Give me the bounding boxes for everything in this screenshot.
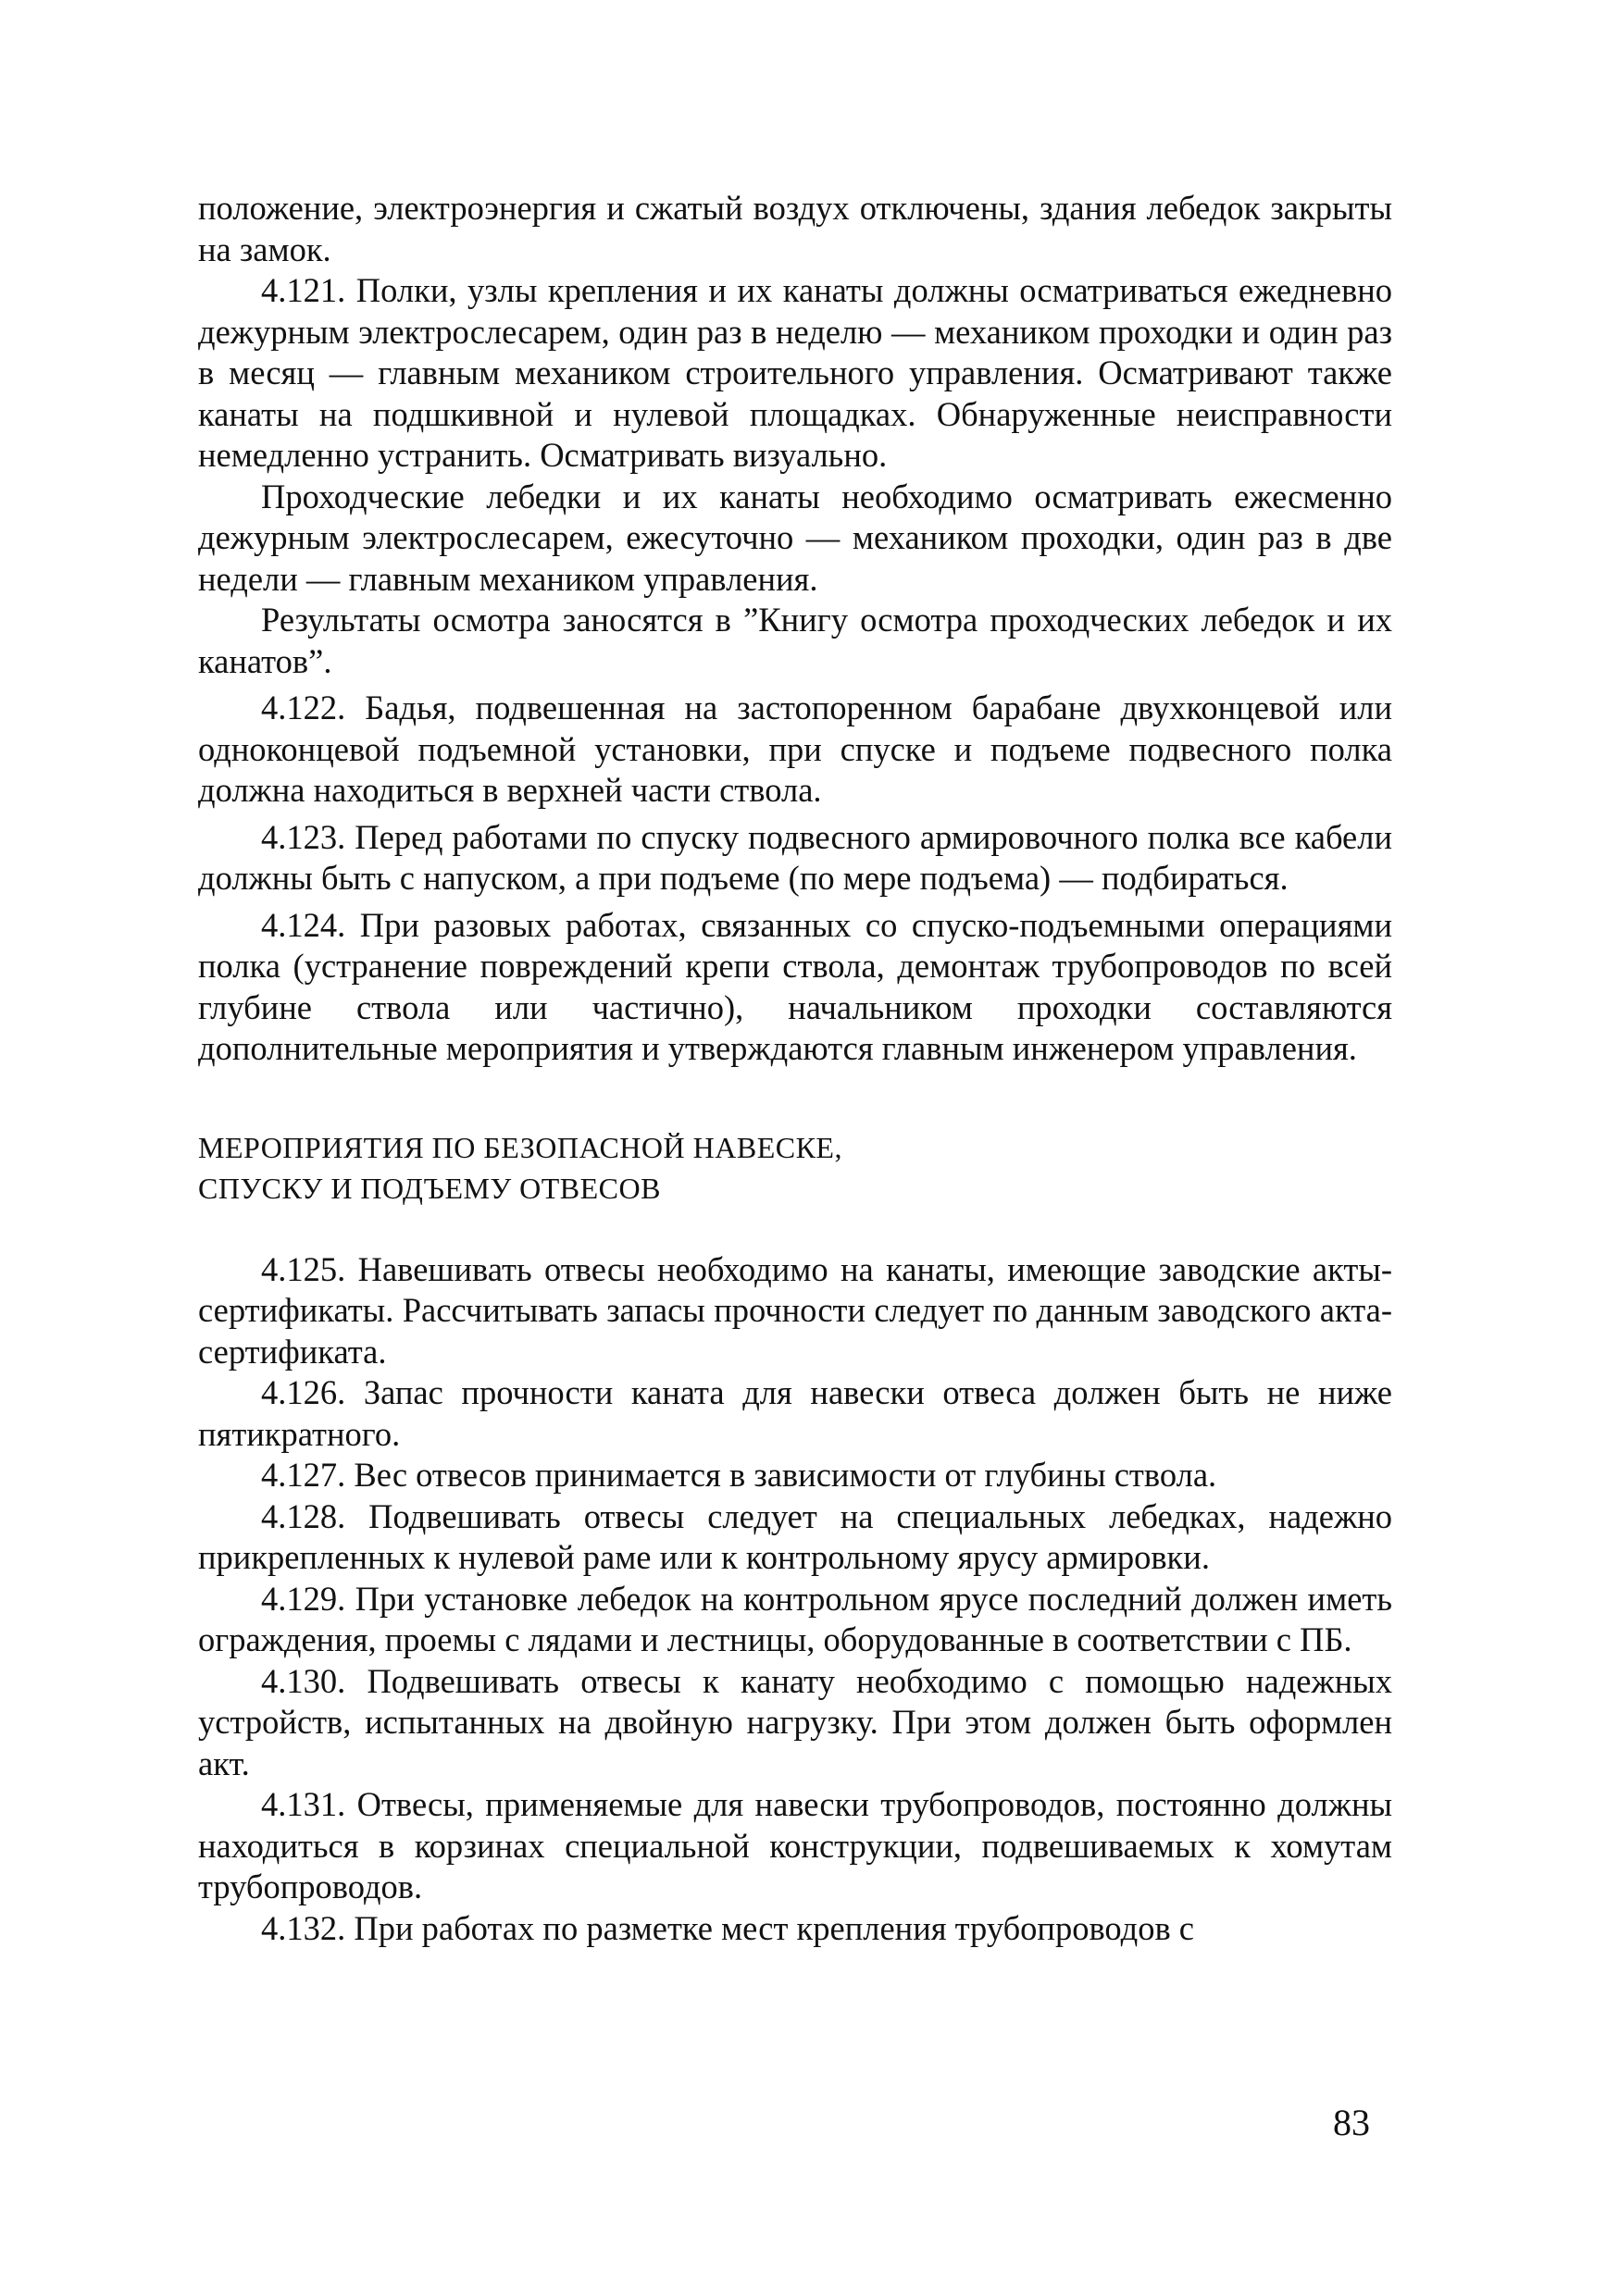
paragraph-4-123: 4.123. Перед работами по спуску подвесного армировочного полка все кабели должны быть с напуском, а при подъеме (по мере подъема) — подбираться. bbox=[198, 817, 1392, 897]
paragraph-4-131: 4.131. Отвесы, применяемые для навески трубопроводов, постоянно должны находиться в корзинах специальной конструкции, подвешиваемых к хомутам трубопроводов. bbox=[198, 1785, 1392, 1905]
paragraph-4-124: 4.124. При разовых работах, связанных со спуско-подъемными операциями полка (устранение повреждений крепи ствола, демонтаж трубопроводов по всей глубине ствола или частично), начальником проходки составляются дополнительные мероприятия и утверждаются главным инженером управления. bbox=[198, 905, 1392, 1067]
document-page bbox=[198, 188, 1392, 1949]
paragraph-4-122: 4.122. Бадья, подвешенная на застопоренном барабане двухконцевой или одноконцевой подъемной установки, при спуске и подъеме подвесного полка должна находиться в верхней части ствола. bbox=[198, 689, 1392, 809]
page-number: 83 bbox=[1333, 2102, 1370, 2143]
section-heading bbox=[198, 1127, 1392, 1209]
paragraph-4-127: 4.127. Вес отвесов принимается в зависимости от глубины ствола. bbox=[261, 1456, 1217, 1494]
paragraph-continuation: положение, электроэнергия и сжатый воздух отключены, здания лебедок закрыты на замок. bbox=[198, 189, 1392, 268]
paragraph-4-129: 4.129. При установке лебедок на контрольном ярусе последний должен иметь ограждения, проемы с лядами и лестницы, оборудованные в соответствии с ПБ. bbox=[198, 1579, 1392, 1658]
paragraph-4-125: 4.125. Навешивать отвесы необходимо на канаты, имеющие заводские акты-сертификаты. Рассчитывать запасы прочности следует по данным заводского акта-сертификата. bbox=[198, 1249, 1392, 1371]
paragraph-inspection-results: Результаты осмотра заносятся в ”Книгу осмотра проходческих лебедок и их канатов”. bbox=[198, 601, 1392, 680]
paragraph-4-128: 4.128. Подвешивать отвесы следует на специальных лебедках, надежно прикрепленных к нулевой раме или к контрольному ярусу армировки. bbox=[198, 1496, 1392, 1576]
paragraph-4-130: 4.130. Подвешивать отвесы к канату необходимо с помощью надежных устройств, испытанных на двойную нагрузку. При этом должен быть оформлен акт. bbox=[198, 1661, 1392, 1782]
paragraph-winch-inspection: Проходческие лебедки и их канаты необходимо осматривать ежесменно дежурным электрослесарем, ежесуточно — механиком проходки, один раз в две недели — главным механиком управления. bbox=[198, 477, 1392, 598]
section-heading-line-2: СПУСКУ И ПОДЪЕМУ ОТВЕСОВ bbox=[198, 1171, 661, 1205]
paragraph-4-126: 4.126. Запас прочности каната для навески отвеса должен быть не ниже пятикратного. bbox=[198, 1373, 1392, 1453]
paragraph-4-121: 4.121. Полки, узлы крепления и их канаты должны осматриваться ежедневно дежурным электрослесарем, один раз в неделю — механиком проходки и один раз в месяц — главным механиком строительного управления. Осматривают также канаты на подшкивной и нулевой площадках. Обнаруженные неисправности немедленно устранить. Осматривать визуально. bbox=[198, 271, 1392, 474]
section-heading-line-1: МЕРОПРИЯТИЯ ПО БЕЗОПАСНОЙ НАВЕСКЕ, bbox=[198, 1130, 842, 1164]
paragraph-4-132: 4.132. При работах по разметке мест крепления трубопроводов с bbox=[261, 1908, 1195, 1947]
